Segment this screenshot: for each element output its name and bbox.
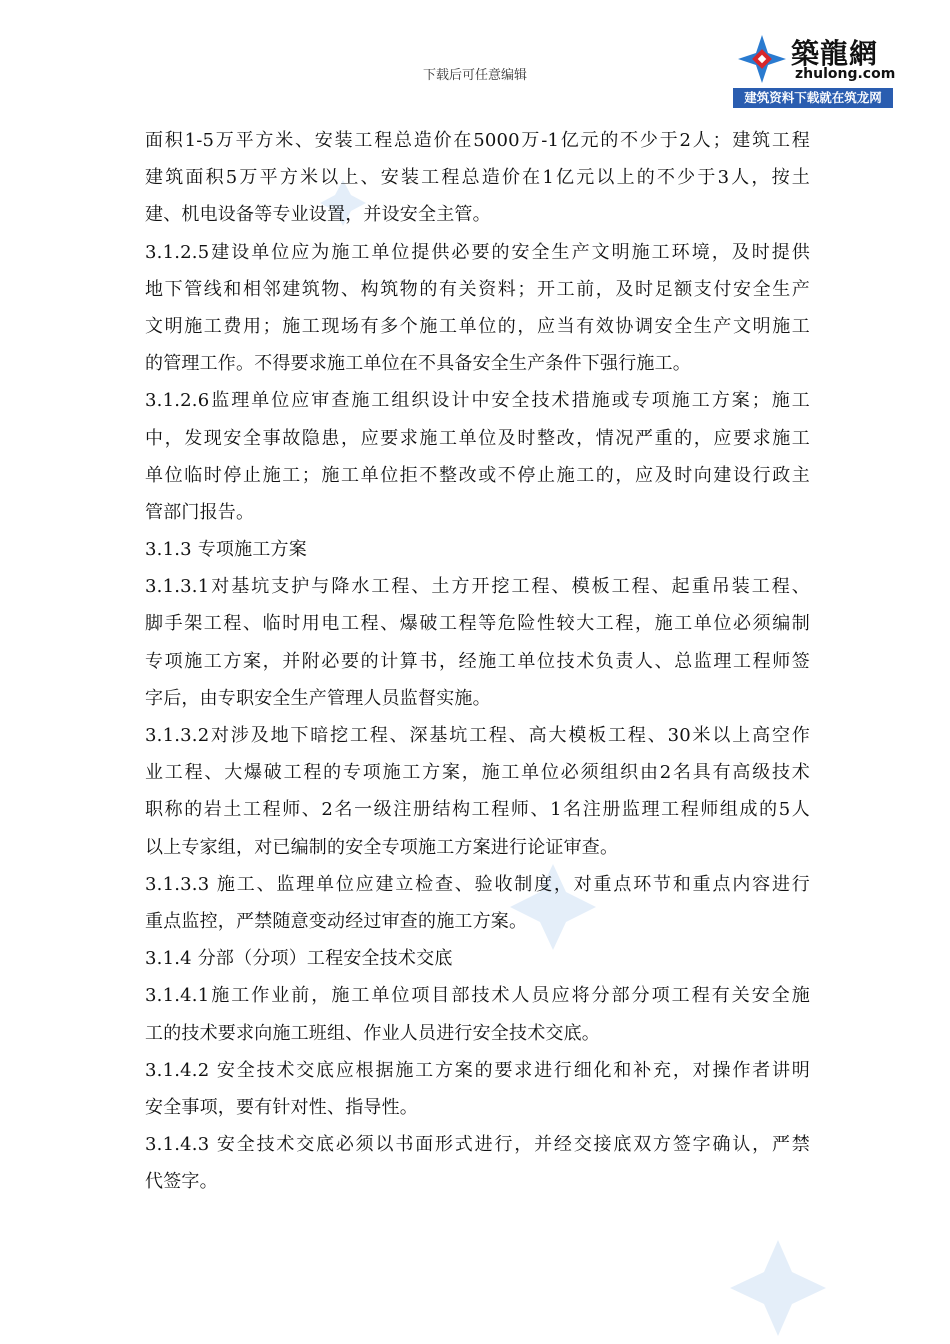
header-note: 下载后可任意编辑 (422, 68, 527, 83)
text-line: 3.1.3.3 施工、监理单位应建立检查、验收制度，对重点环节和重点内容进行 (145, 873, 810, 895)
text-line: 建筑面积5万平方米以上、安装工程总造价在1亿元以上的不少于3人，按土 (145, 167, 810, 189)
text-line: 中，发现安全事故隐患，应要求施工单位及时整改，情况严重的，应要求施工 (145, 427, 810, 449)
text-line: 3.1.3.1对基坑支护与降水工程、土方开挖工程、模板工程、起重吊装工程、 (145, 576, 810, 598)
text-line: 代签字。 (145, 1171, 218, 1193)
text-line: 3.1.4.3 安全技术交底必须以书面形式进行，并经交接底双方签字确认，严禁 (145, 1134, 810, 1156)
text-line: 安全事项，要有针对性、指导性。 (145, 1096, 418, 1118)
text-line: 业工程、大爆破工程的专项施工方案，施工单位必须组织由2名具有高级技术 (145, 762, 810, 784)
text-line: 3.1.3.2对涉及地下暗挖工程、深基坑工程、高大模板工程、30米以上高空作 (145, 725, 810, 746)
text-line: 工的技术要求向施工班组、作业人员进行安全技术交底。 (145, 1022, 600, 1044)
logo-name-cn: 築龍網 (791, 37, 879, 70)
text-line: 重点监控，严禁随意变动经过审查的施工方案。 (145, 910, 528, 932)
text-line: 以上专家组，对已编制的安全专项施工方案进行论证审查。 (145, 836, 619, 858)
logo-slogan: 建筑资料下载就在筑龙网 (733, 88, 893, 108)
text-line: 面积1-5万平方米、安装工程总造价在5000万-1亿元的不少于2人；建筑工程 (145, 130, 810, 151)
text-line: 字后，由专职安全生产管理人员监督实施。 (145, 687, 491, 709)
document-body (145, 122, 810, 1200)
text-line: 的管理工作。不得要求施工单位在不具备安全生产条件下强行施工。 (145, 353, 691, 375)
zhulong-star-icon (737, 34, 787, 84)
zhulong-logo (733, 28, 896, 108)
text-line: 脚手架工程、临时用电工程、爆破工程等危险性较大工程，施工单位必须编制 (145, 613, 810, 635)
text-line: 专项施工方案，并附必要的计算书，经施工单位技术负责人、总监理工程师签 (145, 650, 810, 672)
text-line: 职称的岩土工程师、2名一级注册结构工程师、1名注册监理工程师组成的5人 (145, 799, 810, 821)
text-line: 地下管线和相邻建筑物、构筑物的有关资料；开工前，及时足额支付安全生产 (145, 278, 810, 300)
watermark-snowflake-icon (728, 1238, 828, 1338)
text-line: 3.1.4.1施工作业前，施工单位项目部技术人员应将分部分项工程有关安全施 (145, 985, 810, 1007)
text-line: 3.1.4.2 安全技术交底应根据施工方案的要求进行细化和补充，对操作者讲明 (145, 1059, 810, 1081)
text-line: 单位临时停止施工；施工单位拒不整改或不停止施工的，应及时向建设行政主 (145, 464, 810, 486)
text-line: 3.1.4 分部（分项）工程安全技术交底 (145, 948, 453, 970)
text-line: 管部门报告。 (145, 501, 255, 523)
logo-name-en: zhulong.com (795, 66, 896, 82)
text-line: 3.1.2.5建设单位应为施工单位提供必要的安全生产文明施工环境，及时提供 (145, 241, 810, 263)
text-line: 3.1.2.6监理单位应审查施工组织设计中安全技术措施或专项施工方案；施工 (145, 390, 810, 412)
text-line: 文明施工费用；施工现场有多个施工单位的，应当有效协调安全生产文明施工 (145, 315, 810, 337)
text-line: 3.1.3 专项施工方案 (145, 539, 307, 561)
text-line: 建、机电设备等专业设置，并设安全主管。 (145, 204, 491, 226)
